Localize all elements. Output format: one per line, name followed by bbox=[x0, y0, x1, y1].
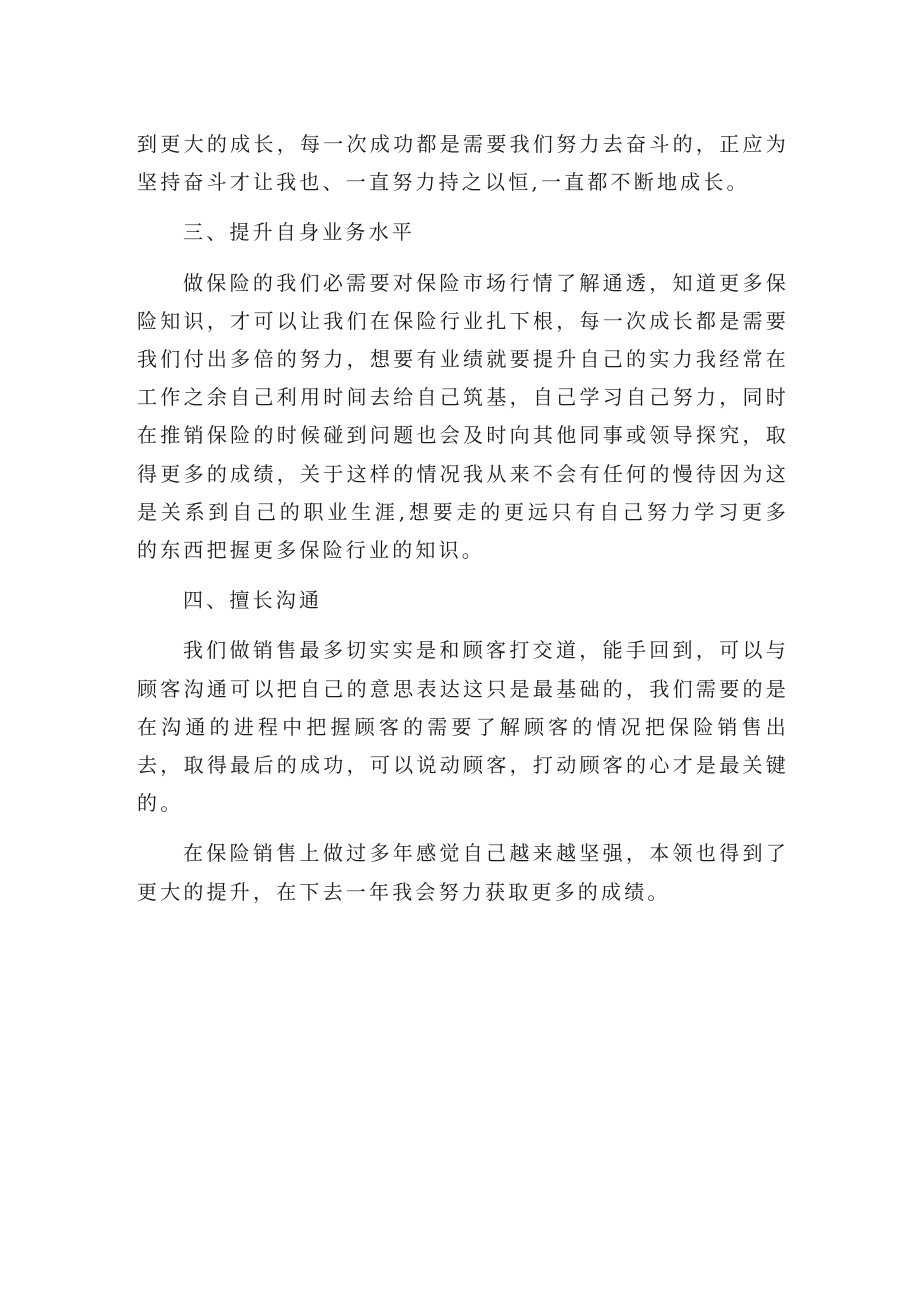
document-body bbox=[137, 125, 789, 923]
section-heading-3: 三、提升自身业务水平 bbox=[183, 220, 415, 245]
closing-paragraph: 在保险销售上做过多年感觉自己越来越坚强，本领也得到了更大的提升，在下去一年我会努力获取更多的成绩。 bbox=[137, 841, 789, 904]
body-paragraph: 我们做销售最多切实实是和顾客打交道，能手回到，可以与顾客沟通可以把自己的意思表达这只是最基础的，我们需要的是在沟通的进程中把握顾客的需要了解顾客的情况把保险销售出去，取得最后的成功，可以说动顾客，打动顾客的心才是最关键的。 bbox=[137, 638, 789, 816]
section-heading-4: 四、擅长沟通 bbox=[183, 588, 323, 613]
body-paragraph: 做保险的我们必需要对保险市场行情了解通透，知道更多保险知识，才可以让我们在保险行业扎下根，每一次成长都是需要我们付出多倍的努力，想要有业绩就要提升自己的实力我经常在工作之余自己利用时间去给自己筑基，自己学习自己努力，同时在推销保险的时候碰到问题也会及时向其他同事或领导探究，取得更多的成绩，关于这样的情况我从来不会有任何的慢待因为这是关系到自己的职业生涯,想要走的更远只有自己努力学习更多的东西把握更多保险行业的知识。 bbox=[137, 270, 789, 563]
continuation-paragraph: 到更大的成长，每一次成功都是需要我们努力去奋斗的，正应为坚持奋斗才让我也、一直努力持之以恒,一直都不断地成长。 bbox=[137, 132, 789, 195]
